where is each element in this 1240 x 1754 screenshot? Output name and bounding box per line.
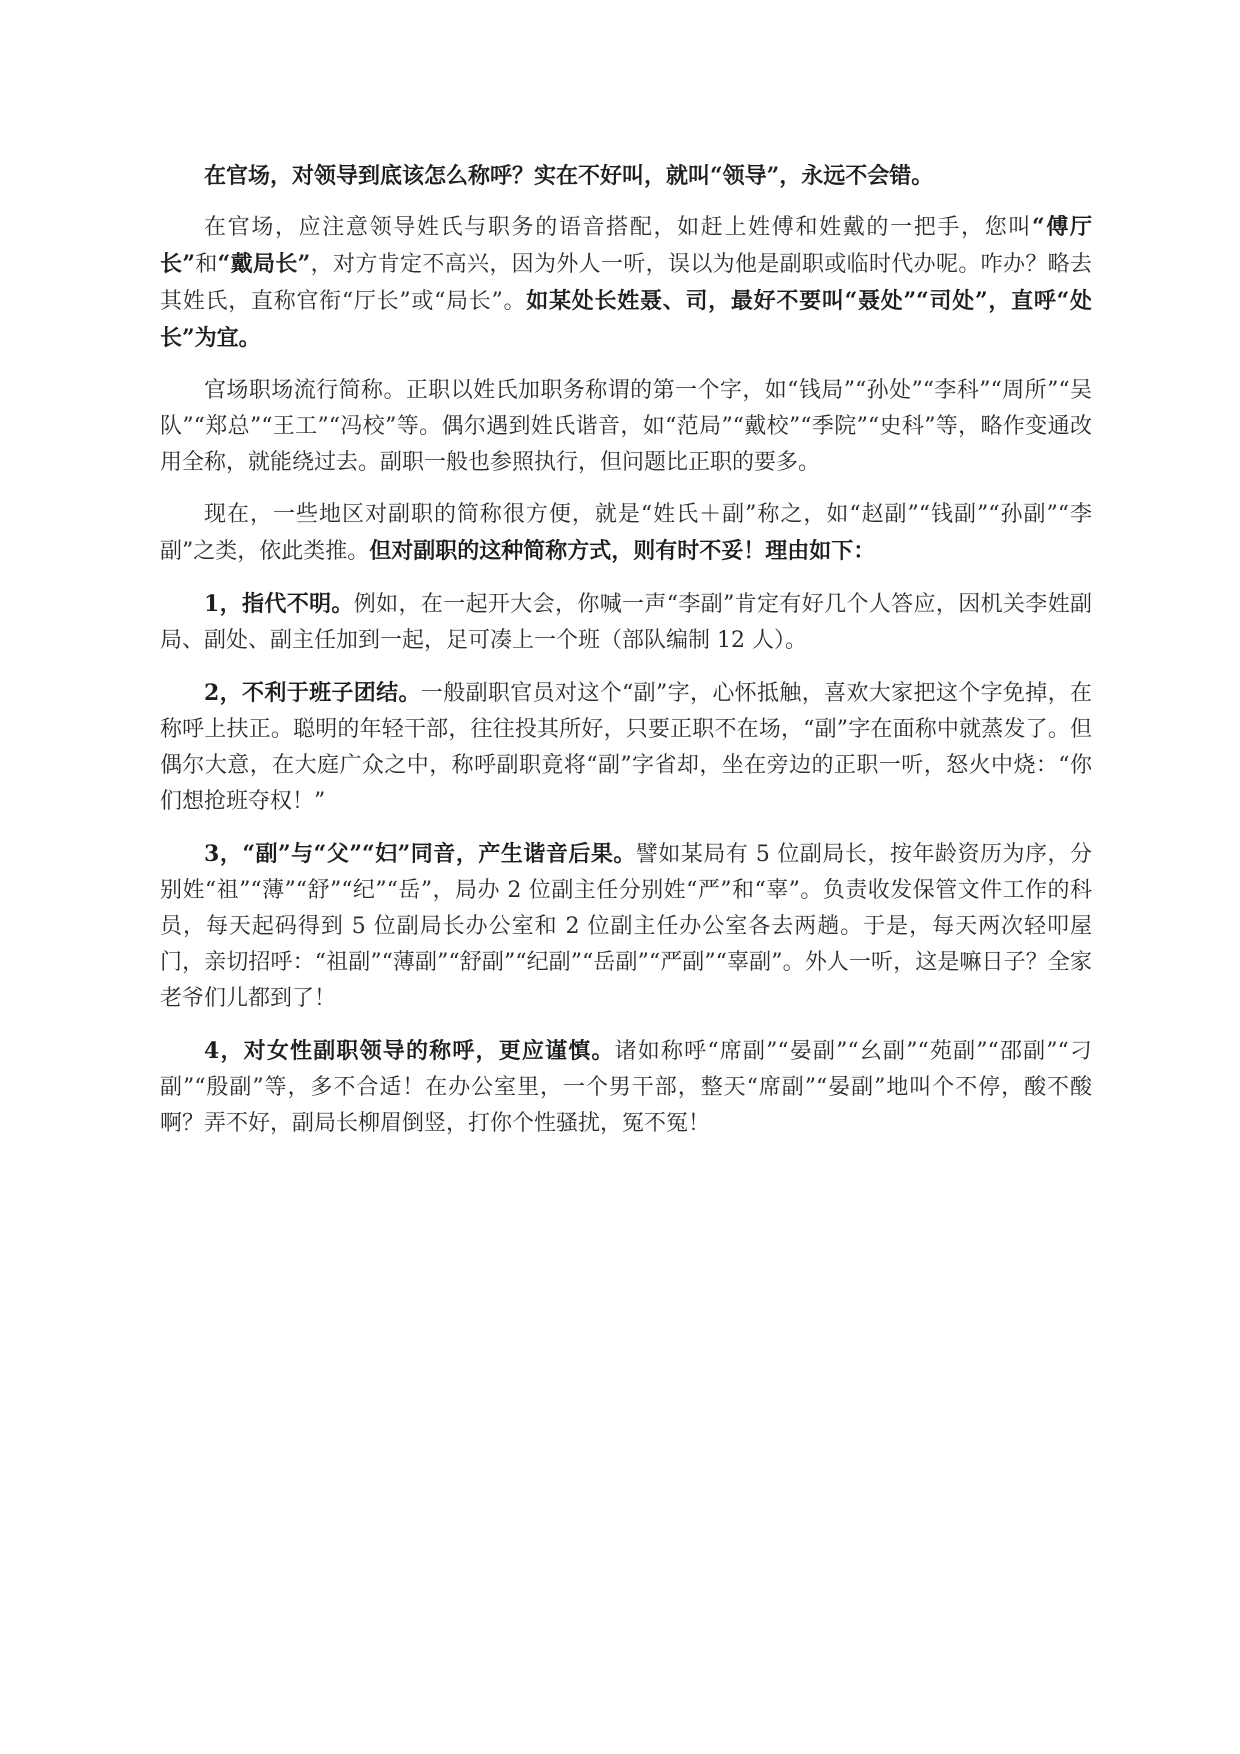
paragraph-5-text-1: 一般副职官员对这个“副”字，心怀抵触，喜欢大家把这个字免掉，在称呼上扶正。聪明的年轻干部，往往投其所好，只要正职不在场，“副”字在面称中就蒸发了。但偶尔大意，在大庭广众之中，称呼副职竟将“副”字省却，坐在旁边的正职一听，怒火中烧：“你们想抢班夺权！” [160, 681, 1092, 814]
paragraph-1-bold-2: “戴局长” [217, 251, 311, 277]
title-text: 在官场，对领导到底该怎么称呼？实在不好叫，就叫“领导”，永远不会错。 [204, 163, 934, 189]
paragraph-1-text-2: 和 [195, 252, 218, 277]
paragraph-4-bold-1: 1，指代不明。 [204, 591, 354, 617]
paragraph-6-text-1: 譬如某局有 5 位副局长，按年龄资历为序，分别姓“祖”“薄”“舒”“纪”“岳”，局办 2 位副主任分别姓“严”和“辜”。负责收发保管文件工作的科员，每天起码得到 5 位副局长办公室和 2 位副主任办公室各去两趟。于是，每天两次轻叩屋门，亲切招呼：“祖副”“薄副”“舒副”“纪副”“岳副”“严副”“辜副”。外人一听，这是嘛日子？全家老爷们儿都到了！ [160, 842, 1092, 1011]
paragraph-5-bold-1: 2，不利于班子团结。 [204, 680, 421, 706]
paragraph-4-text-1: 例如，在一起开大会，你喊一声“李副”肯定有好几个人答应，因机关李姓副局、副处、副主任加到一起，足可凑上一个班（部队编制 12 人）。 [160, 592, 1092, 653]
paragraph-7-bold-1: 4，对女性副职领导的称呼，更应谨慎。 [204, 1038, 615, 1064]
paragraph-1-text-3: ，对方肯定不高兴，因为外人一听，误以为他是副职或临时代办呢。咋办？略去其姓氏，直称官衔“厅长”或“局长”。 [160, 252, 1092, 314]
paragraph-1 [160, 209, 1092, 357]
paragraph-3-text-1: 现在，一些地区对副职的简称很方便，就是“姓氏＋副”称之，如“赵副”“钱副”“孙副”“李副”之类，依此类推。 [160, 502, 1092, 564]
paragraph-6-bold-1: 3，“副”与“父”“妇”同音，产生谐音后果。 [204, 841, 636, 867]
paragraph-3-bold-1: 但对副职的这种简称方式，则有时不妥！理由如下： [369, 538, 876, 564]
paragraph-2 [160, 373, 1092, 481]
paragraph-5 [160, 675, 1092, 820]
paragraph-1-bold-1: “傅厅长” [160, 214, 1093, 277]
paragraph-2-text: 官场职场流行简称。正职以姓氏加职务称谓的第一个字，如“钱局”“孙处”“李科”“周所”“吴队”“郑总”“王工”“冯校”等。偶尔遇到姓氏谐音，如“范局”“戴校”“季院”“史科”等，略作变通改用全称，就能绕过去。副职一般也参照执行，但问题比正职的要多。 [160, 378, 1092, 475]
paragraph-3 [160, 497, 1092, 570]
paragraph-6 [160, 836, 1092, 1017]
document-page [160, 158, 1092, 1158]
paragraph-7 [160, 1033, 1092, 1142]
paragraph-4 [160, 586, 1092, 659]
document-title [160, 158, 1092, 195]
paragraph-7-text-1: 诸如称呼“席副”“晏副”“幺副”“苑副”“邵副”“刁副”“殷副”等，多不合适！在办公室里，一个男干部，整天“席副”“晏副”地叫个不停，酸不酸啊？弄不好，副局长柳眉倒竖，打你个性骚扰，冤不冤！ [160, 1039, 1092, 1136]
paragraph-1-bold-3: 如某处长姓聂、司，最好不要叫“聂处”“司处”，直呼“处长”为宜。 [160, 288, 1092, 351]
paragraph-1-text-1: 在官场，应注意领导姓氏与职务的语音搭配，如赶上姓傅和姓戴的一把手，您叫 [204, 215, 1033, 240]
